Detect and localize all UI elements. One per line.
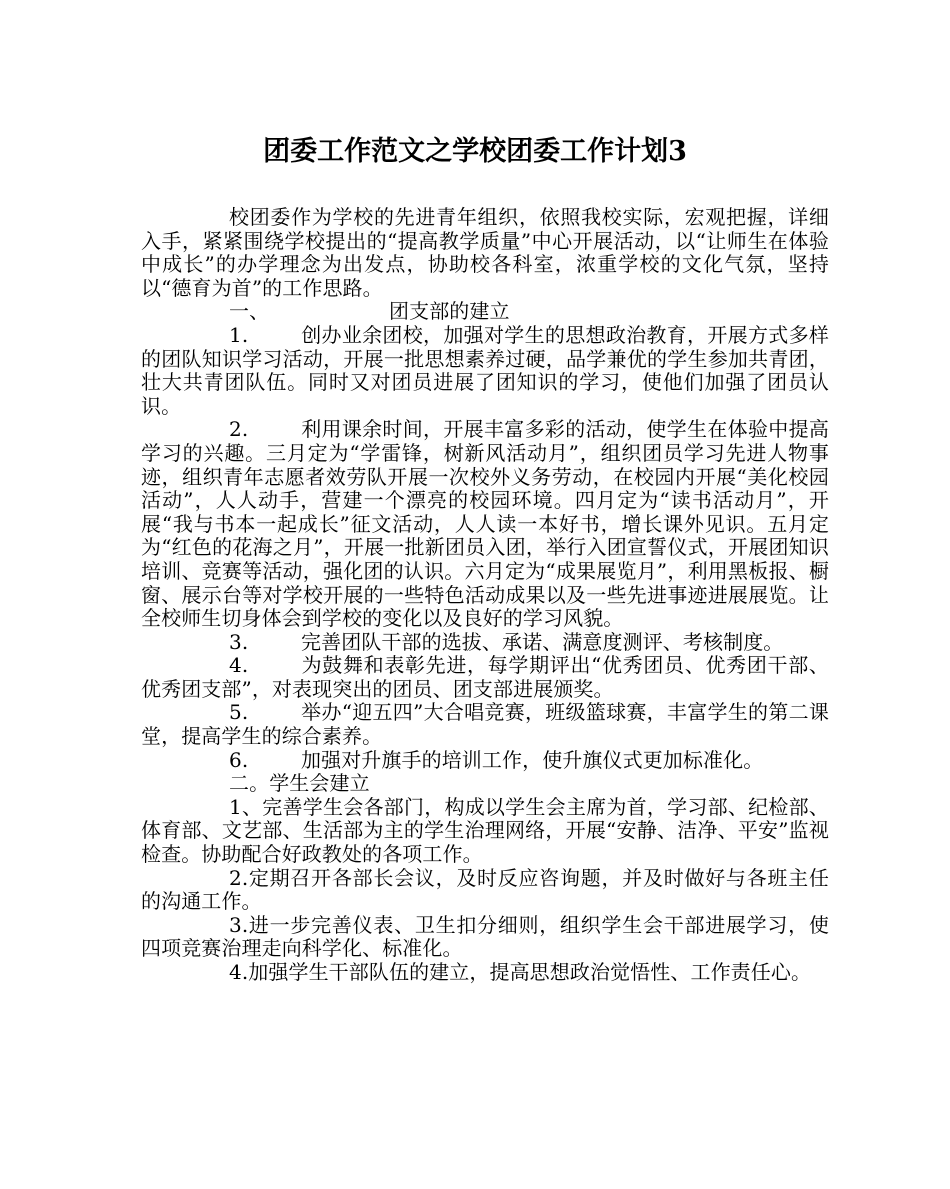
section2-item-1: 1、完善学生会各部门，构成以学生会主席为首，学习部、纪检部、体育部、文艺部、生活部为主的学生治理网络，开展“安静、洁净、平安”监视检查。协助配合好政教处的各项工作。 bbox=[141, 794, 829, 867]
item-number: 6. bbox=[229, 747, 249, 772]
section1-item-2 bbox=[141, 418, 829, 630]
section2-item-2: 2.定期召开各部长会议，及时反应咨询题，并及时做好与各班主任的沟通工作。 bbox=[141, 865, 829, 914]
section1-heading-text: 团支部的建立 bbox=[389, 299, 510, 324]
intro-paragraph: 校团委作为学校的先进青年组织，依照我校实际，宏观把握，详细入手，紧紧围绕学校提出的“提高教学质量”中心开展活动，以“让师生在体验中成长”的办学理念为出发点，协助校各科室，浓重学校的文化气氛，坚持以“德育为首”的工作思路。 bbox=[141, 205, 829, 300]
section1-item-1 bbox=[141, 324, 829, 418]
section1-number: 一、 bbox=[229, 299, 270, 324]
section1-heading bbox=[141, 300, 829, 324]
section1-item-6 bbox=[141, 749, 829, 773]
section1-item-5 bbox=[141, 701, 829, 748]
item-number: 3. bbox=[229, 629, 249, 654]
item-number: 5. bbox=[229, 700, 249, 725]
document-body bbox=[141, 206, 829, 985]
document-title: 团委工作范文之学校团委工作计划3 bbox=[263, 136, 687, 167]
item-text: 举办“迎五四”大合唱竞赛，班级篮球赛，丰富学生的第二课堂，提高学生的综合素养。 bbox=[141, 700, 829, 749]
section1-item-3 bbox=[141, 631, 829, 655]
item-text: 利用课余时间，开展丰富多彩的活动，使学生在体验中提高学习的兴趣。三月定为“学雷锋，树新风活动月”，组织团员学习先进人物事迹，组织青年志愿者效劳队开展一次校外义务劳动，在校园内开展“美化校园活动”，人人动手，营建一个漂亮的校园环境。四月定为“读书活动月”，开展“我与书本一起成长”征文活动，人人读一本好书，增长课外见识。五月定为“红色的花海之月”，开展一批新团员入团，举行入团宣誓仪式，开展团知识培训、竞赛等活动，强化团的认识。六月定为“成果展览月”，利用黑板报、橱窗、展示台等对学校开展的一些特色活动成果以及一些先进事迹进展展览。让全校师生切身体会到学校的变化以及良好的学习风貌。 bbox=[141, 417, 829, 631]
item-text: 创办业余团校，加强对学生的思想政治教育，开展方式多样的团队知识学习活动，开展一批思想素养过硬，品学兼优的学生参加共青团，壮大共青团队伍。同时又对团员进展了团知识的学习，使他们加强了团员认识。 bbox=[141, 322, 829, 418]
section1-item-4 bbox=[141, 654, 829, 701]
item-text: 为鼓舞和表彰先进，每学期评出“优秀团员、优秀团干部、优秀团支部”，对表现突出的团员、团支部进展颁奖。 bbox=[141, 653, 829, 701]
section2-item-3: 3.进一步完善仪表、卫生扣分细则，组织学生会干部进展学习，使四项竞赛治理走向科学化、标准化。 bbox=[141, 912, 829, 961]
item-number: 2. bbox=[229, 417, 249, 442]
item-text: 完善团队干部的选拔、承诺、满意度测评、考核制度。 bbox=[301, 629, 784, 654]
item-number: 1. bbox=[229, 322, 249, 347]
section2-heading: 二。学生会建立 bbox=[229, 771, 370, 796]
item-text: 加强对升旗手的培训工作，使升旗仪式更加标准化。 bbox=[301, 747, 764, 772]
section2-item-4: 4.加强学生干部队伍的建立，提高思想政治觉悟性、工作责任心。 bbox=[229, 960, 812, 984]
item-number: 4. bbox=[229, 653, 249, 678]
